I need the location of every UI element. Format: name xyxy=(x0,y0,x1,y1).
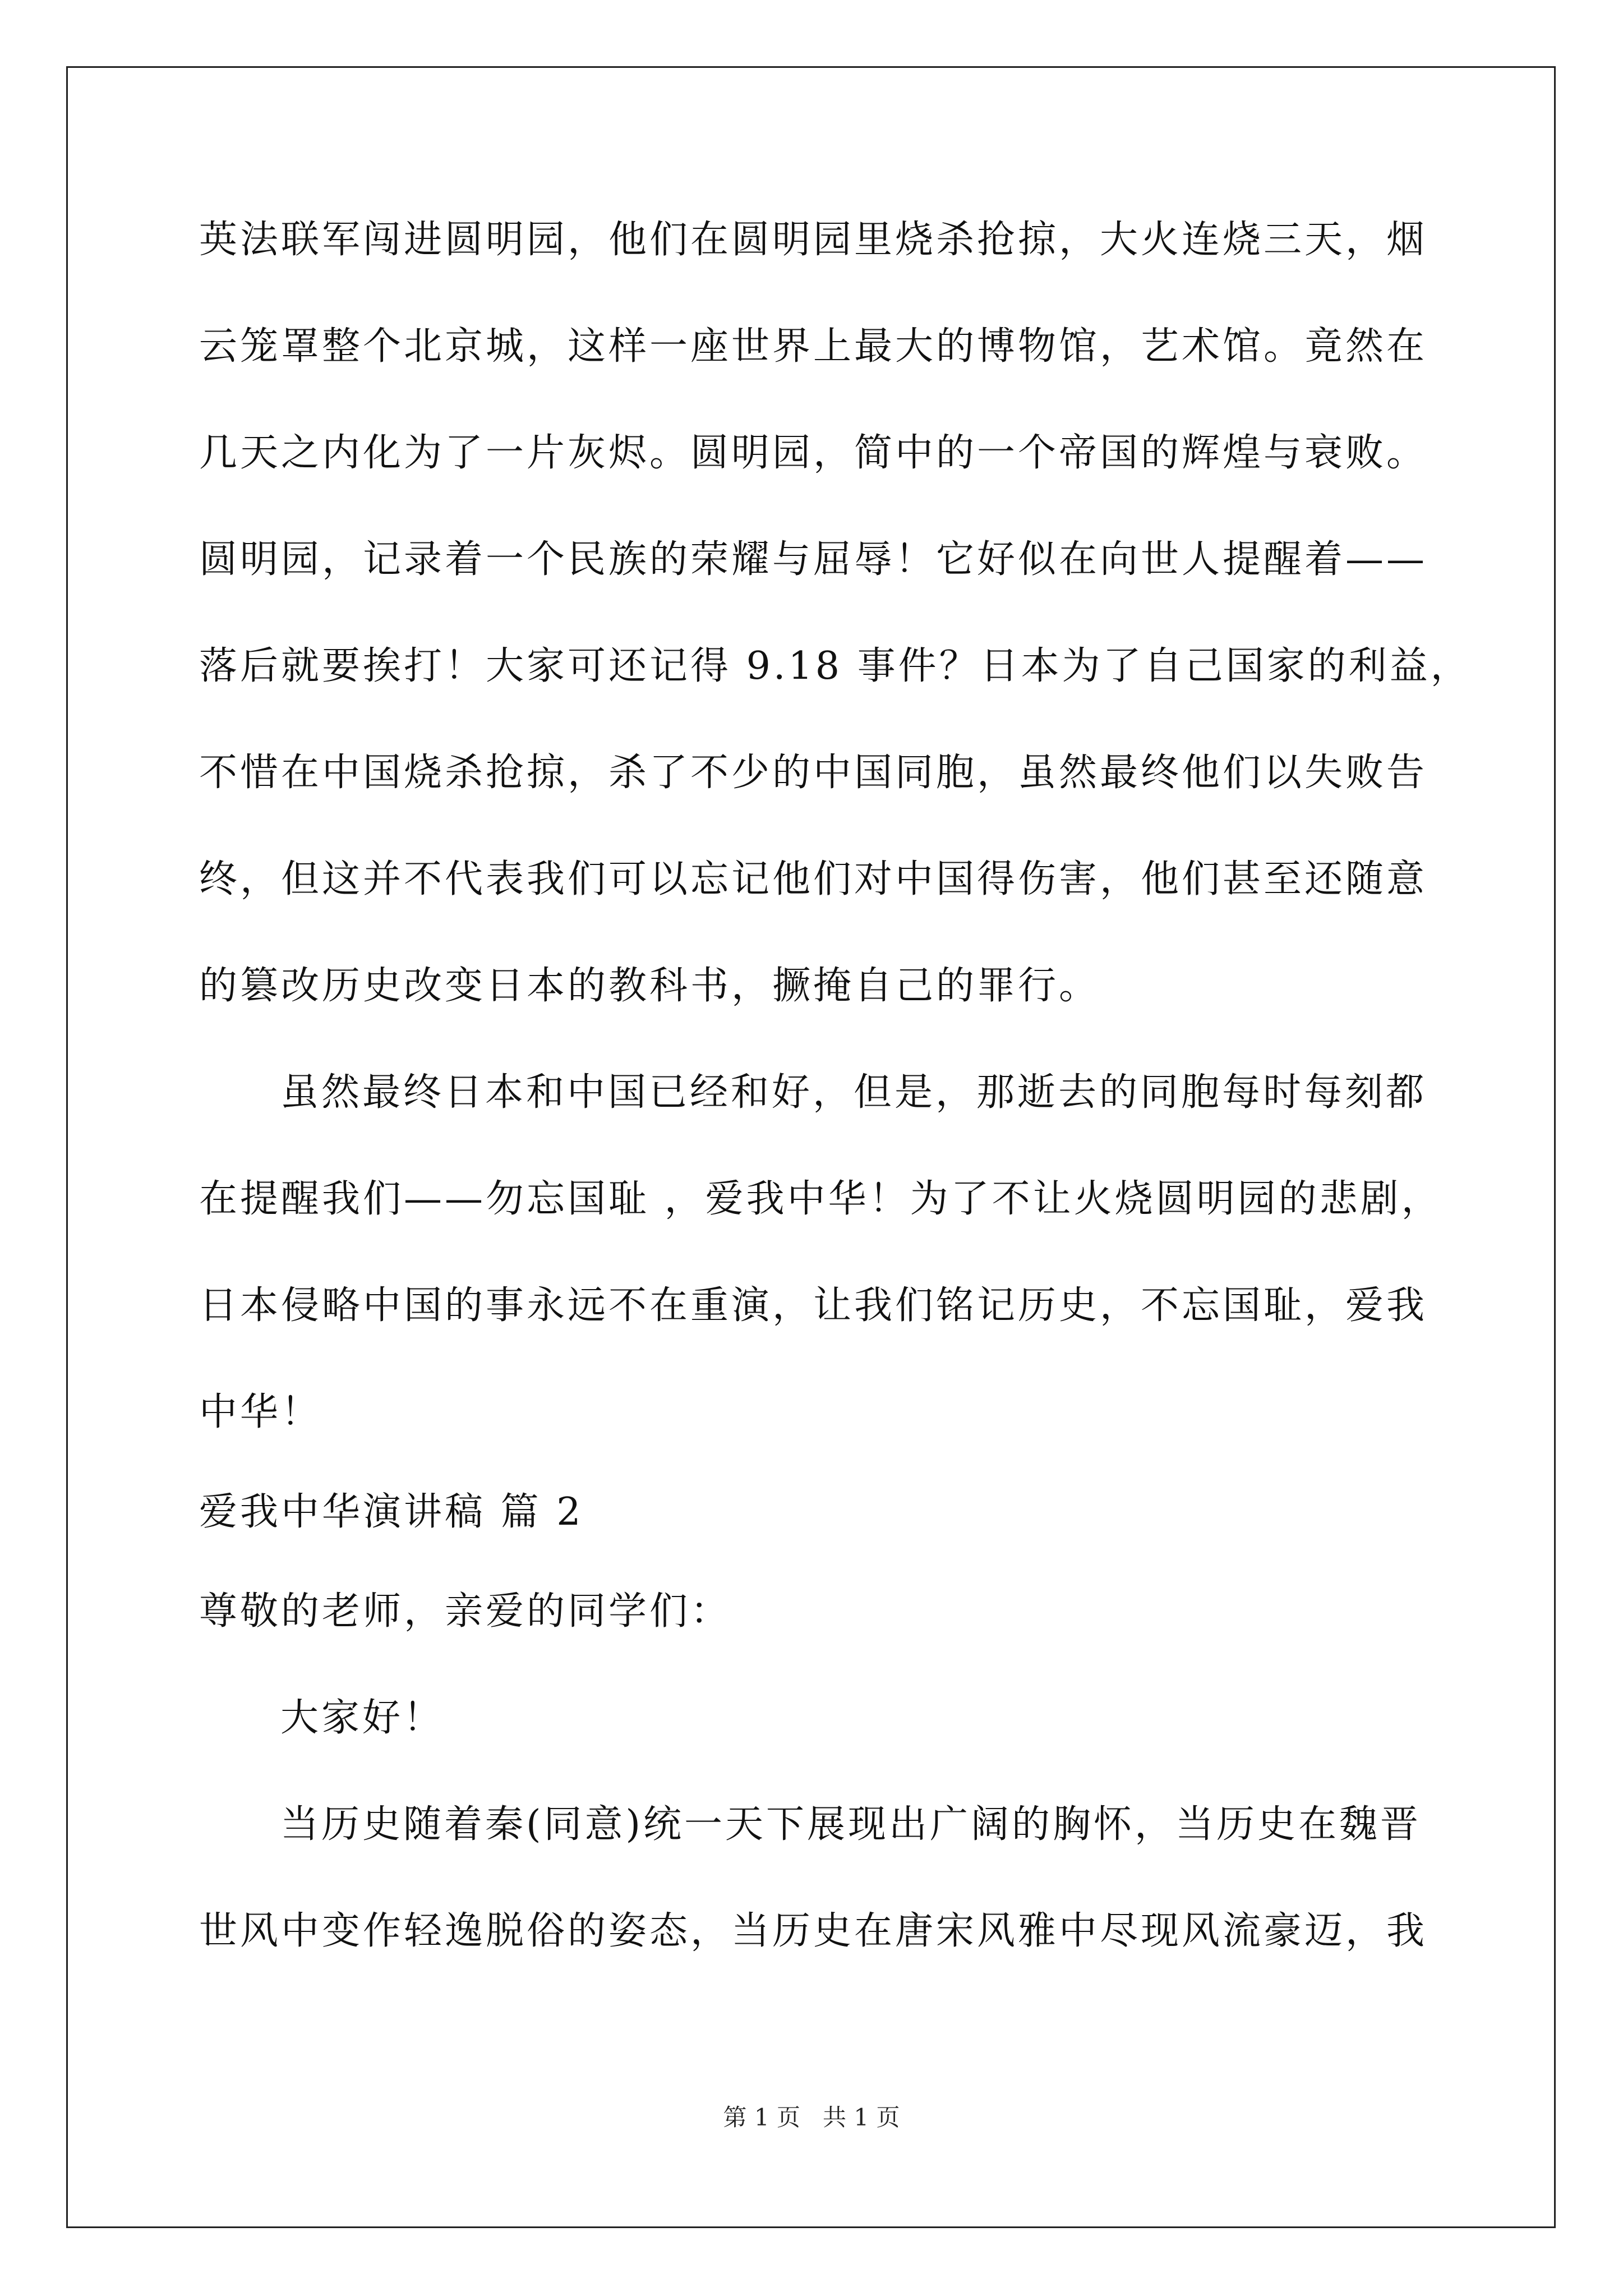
text-line: 不惜在中国烧杀抢掠，杀了不少的中国同胞，虽然最终他们以失败告 xyxy=(199,751,1428,795)
text-line: 落后就要挨打！大家可还记得 9.18 事件？日本为了自己国家的利益， xyxy=(199,644,1472,688)
text-line: 日本侵略中国的事永远不在重演，让我们铭记历史，不忘国耻，爱我 xyxy=(199,1283,1428,1328)
text-line: 圆明园，记录着一个民族的荣耀与屈辱！它好似在向世人提醒着—— xyxy=(199,537,1428,582)
text-line: 几天之内化为了一片灰烬。圆明园，简中的一个帝国的辉煌与衰败。 xyxy=(199,431,1428,475)
text-line: 当历史随着秦(同意)统一天下展现出广阔的胸怀，当历史在魏晋 xyxy=(280,1802,1422,1847)
page-border xyxy=(66,66,1556,2228)
text-line: 世风中变作轻逸脱俗的姿态，当历史在唐宋风雅中尽现风流豪迈，我 xyxy=(199,1909,1428,1953)
greeting: 大家好！ xyxy=(280,1696,445,1740)
text-line: 虽然最终日本和中国已经和好，但是，那逝去的同胞每时每刻都 xyxy=(280,1070,1427,1115)
text-line: 终，但这并不代表我们可以忘记他们对中国得伤害，他们甚至还随意 xyxy=(199,857,1428,901)
page-footer: 第 1 页 共 1 页 xyxy=(723,2104,900,2131)
text-line: 中华！ xyxy=(199,1390,322,1434)
salutation: 尊敬的老师，亲爱的同学们： xyxy=(199,1589,732,1634)
text-line: 的篡改历史改变日本的教科书，撅掩自己的罪行。 xyxy=(199,964,1100,1008)
text-line: 英法联军闯进圆明园，他们在圆明园里烧杀抢掠，大火连烧三天，烟 xyxy=(199,218,1428,262)
text-line: 云笼罩整个北京城，这样一座世界上最大的博物馆，艺术馆。竟然在 xyxy=(199,324,1428,369)
text-line: 在提醒我们——勿忘国耻 ，爱我中华！为了不让火烧圆明园的悲剧， xyxy=(199,1177,1442,1221)
section-heading: 爱我中华演讲稿 篇 2 xyxy=(199,1490,584,1534)
